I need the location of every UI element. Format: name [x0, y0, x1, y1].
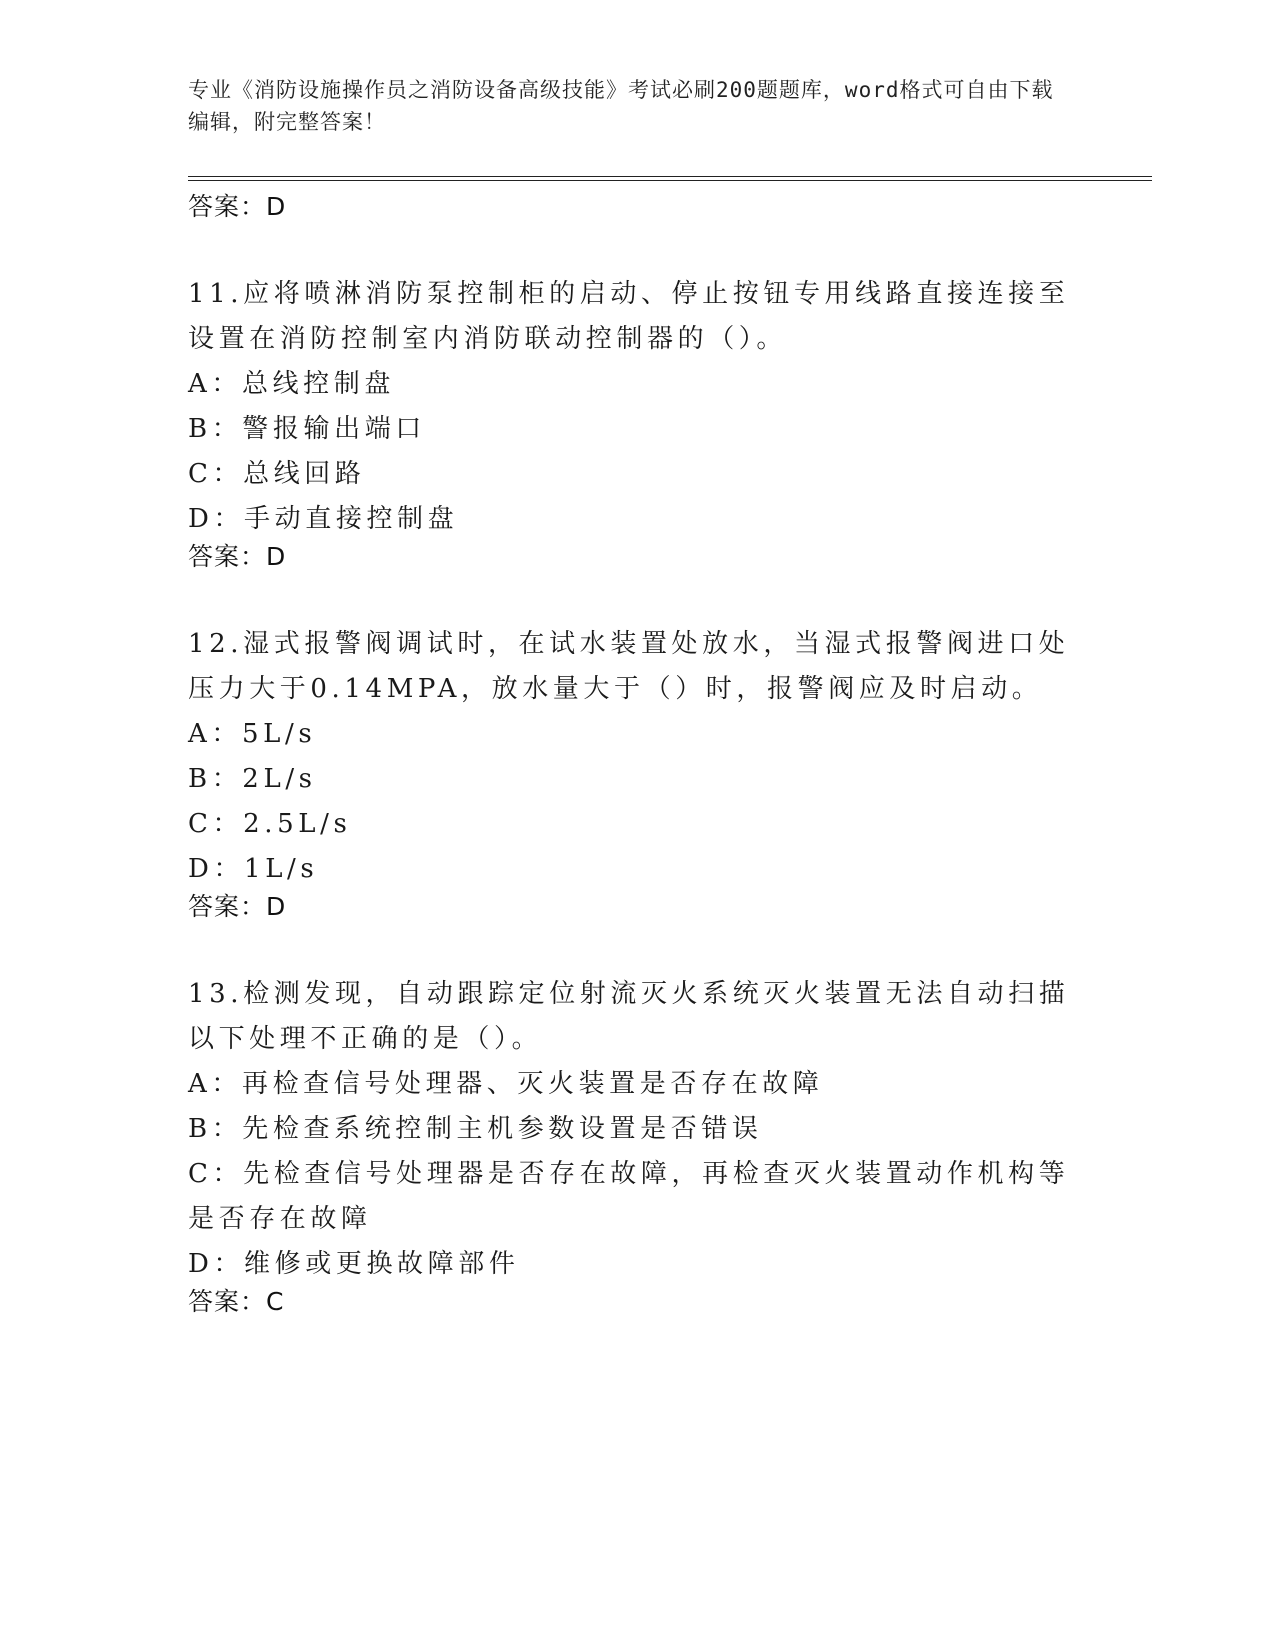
option-c: C：先检查信号处理器是否存在故障，再检查灭火装置动作机构等是否存在故障 — [188, 1159, 1070, 1234]
answer-line: 答案：C — [188, 1287, 285, 1316]
document-header: 专业《消防设施操作员之消防设备高级技能》考试必刷200题题库，word格式可自由下载编辑，附完整答案！ — [188, 78, 1054, 134]
answer-line: 答案：D — [188, 892, 287, 921]
option-c: C：总线回路 — [188, 459, 366, 489]
option-b: B：警报输出端口 — [188, 414, 426, 444]
question-item — [188, 272, 1148, 572]
option-b: B：2L/s — [188, 764, 317, 794]
option-d: D：手动直接控制盘 — [188, 504, 459, 534]
question-stem: 11.应将喷淋消防泵控制柜的启动、停止按钮专用线路直接连接至设置在消防控制室内消防联动控制器的（）。 — [188, 279, 1070, 354]
option-b: B：先检查系统控制主机参数设置是否错误 — [188, 1114, 763, 1144]
option-a: A：5L/s — [188, 719, 317, 749]
answer-line: 答案：D — [188, 542, 287, 571]
document-page — [188, 74, 1148, 1317]
option-a: A：再检查信号处理器、灭火装置是否存在故障 — [188, 1069, 824, 1099]
question-item — [188, 972, 1148, 1317]
option-d: D：1L/s — [188, 854, 319, 884]
question-stem: 12.湿式报警阀调试时，在试水装置处放水，当湿式报警阀进口处压力大于0.14MPA，放水量大于（）时，报警阀应及时启动。 — [188, 629, 1070, 704]
header-divider — [188, 176, 1152, 181]
question-stem: 13.检测发现，自动跟踪定位射流灭火系统灭火装置无法自动扫描以下处理不正确的是（）。 — [188, 979, 1070, 1054]
question-item — [188, 622, 1148, 922]
answer-line: 答案：D — [188, 192, 287, 221]
option-a: A：总线控制盘 — [188, 369, 395, 399]
option-c: C：2.5L/s — [188, 809, 352, 839]
option-d: D：维修或更换故障部件 — [188, 1249, 520, 1279]
